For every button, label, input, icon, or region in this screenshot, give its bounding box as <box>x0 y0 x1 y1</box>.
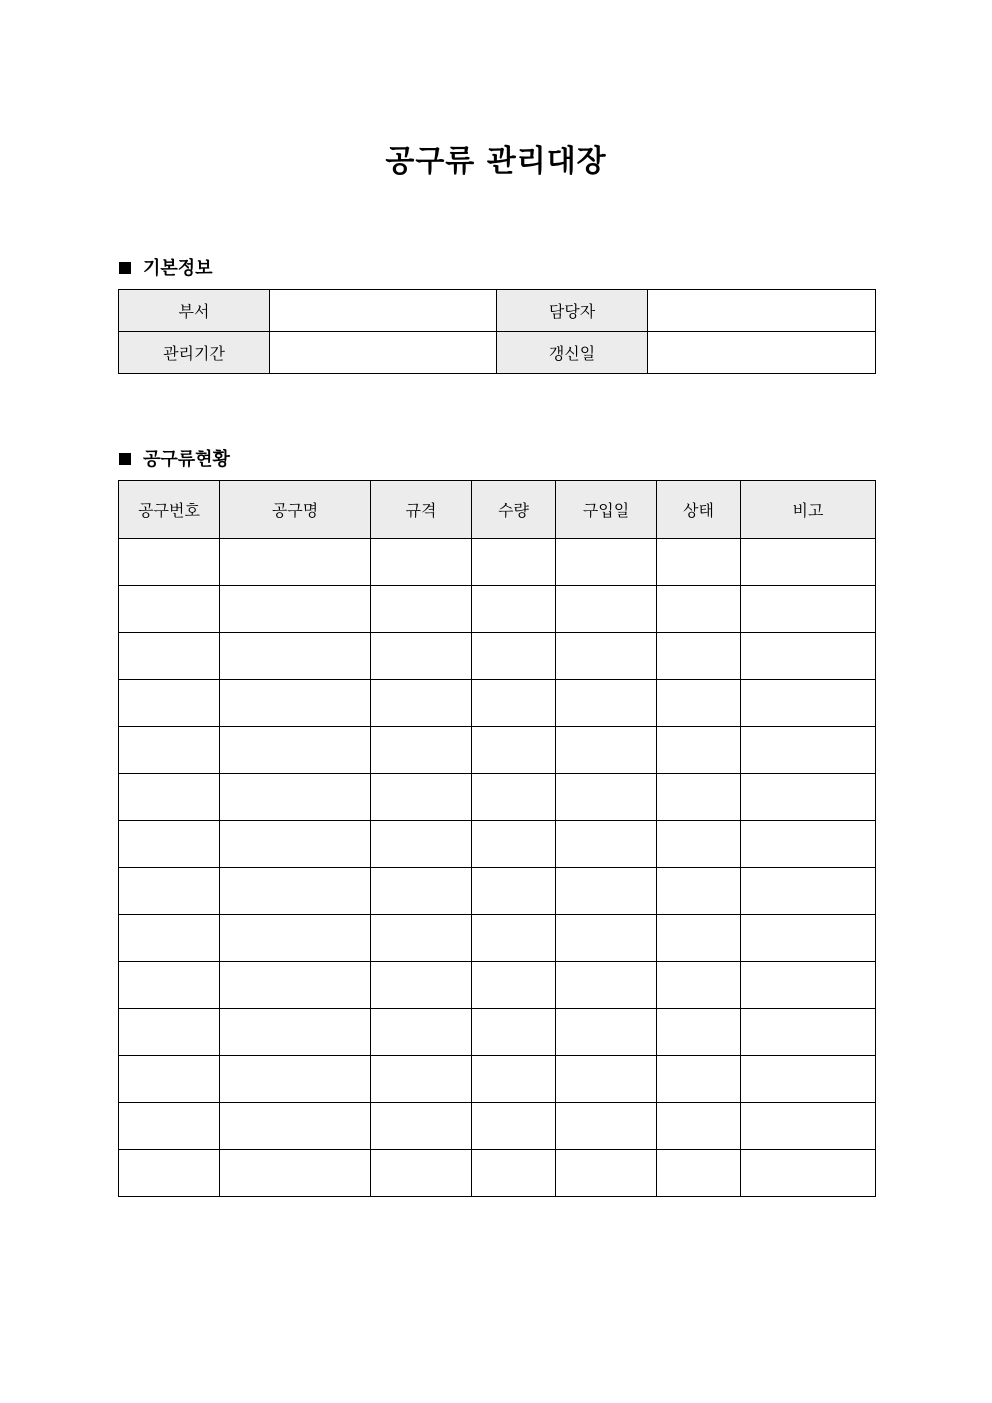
tool-number-cell[interactable] <box>119 633 220 680</box>
tool-name-cell[interactable] <box>220 1150 371 1197</box>
purchase-date-cell[interactable] <box>556 727 657 774</box>
quantity-cell[interactable] <box>472 727 556 774</box>
quantity-cell[interactable] <box>472 868 556 915</box>
purchase-date-cell[interactable] <box>556 821 657 868</box>
tool-name-cell[interactable] <box>220 586 371 633</box>
purchase-date-cell[interactable] <box>556 774 657 821</box>
tool-number-cell[interactable] <box>119 680 220 727</box>
purchase-date-cell[interactable] <box>556 633 657 680</box>
tool-number-cell[interactable] <box>119 868 220 915</box>
table-row <box>119 680 876 727</box>
remarks-cell[interactable] <box>741 774 876 821</box>
remarks-cell[interactable] <box>741 539 876 586</box>
table-row <box>119 633 876 680</box>
tool-number-cell[interactable] <box>119 774 220 821</box>
status-cell[interactable] <box>657 1103 741 1150</box>
remarks-cell[interactable] <box>741 915 876 962</box>
tool-status-body <box>119 539 876 1197</box>
period-label: 관리기간 <box>119 332 270 374</box>
quantity-cell[interactable] <box>472 821 556 868</box>
status-cell[interactable] <box>657 868 741 915</box>
updated-field[interactable] <box>648 332 876 374</box>
tool-name-cell[interactable] <box>220 868 371 915</box>
period-field[interactable] <box>270 332 497 374</box>
tool-number-cell[interactable] <box>119 915 220 962</box>
remarks-cell[interactable] <box>741 727 876 774</box>
tool-number-cell[interactable] <box>119 727 220 774</box>
purchase-date-cell[interactable] <box>556 680 657 727</box>
table-row <box>119 727 876 774</box>
spec-cell[interactable] <box>371 1103 472 1150</box>
table-row <box>119 539 876 586</box>
remarks-cell[interactable] <box>741 1103 876 1150</box>
tool-name-cell[interactable] <box>220 727 371 774</box>
quantity-cell[interactable] <box>472 1103 556 1150</box>
purchase-date-cell[interactable] <box>556 868 657 915</box>
table-row <box>119 915 876 962</box>
tool-name-cell[interactable] <box>220 774 371 821</box>
quantity-cell[interactable] <box>472 774 556 821</box>
spec-cell[interactable] <box>371 915 472 962</box>
tool-name-cell[interactable] <box>220 1056 371 1103</box>
quantity-cell[interactable] <box>472 539 556 586</box>
tool-name-cell[interactable] <box>220 821 371 868</box>
quantity-cell[interactable] <box>472 1009 556 1056</box>
table-row <box>119 868 876 915</box>
spec-cell[interactable] <box>371 1150 472 1197</box>
quantity-cell[interactable] <box>472 633 556 680</box>
status-cell[interactable] <box>657 774 741 821</box>
spec-cell[interactable] <box>371 586 472 633</box>
tool-status-heading <box>119 445 230 471</box>
remarks-cell[interactable] <box>741 821 876 868</box>
column-header-tool-number: 공구번호 <box>119 481 220 539</box>
remarks-cell[interactable] <box>741 633 876 680</box>
status-cell[interactable] <box>657 633 741 680</box>
purchase-date-cell[interactable] <box>556 586 657 633</box>
purchase-date-cell[interactable] <box>556 1103 657 1150</box>
remarks-cell[interactable] <box>741 868 876 915</box>
column-header-purchase-date: 구입일 <box>556 481 657 539</box>
column-header-remarks: 비고 <box>741 481 876 539</box>
status-cell[interactable] <box>657 727 741 774</box>
tool-number-cell[interactable] <box>119 1150 220 1197</box>
manager-field[interactable] <box>648 290 876 332</box>
spec-cell[interactable] <box>371 727 472 774</box>
tool-name-cell[interactable] <box>220 1009 371 1056</box>
table-row <box>119 962 876 1009</box>
tool-name-cell[interactable] <box>220 680 371 727</box>
status-cell[interactable] <box>657 1056 741 1103</box>
quantity-cell[interactable] <box>472 915 556 962</box>
purchase-date-cell[interactable] <box>556 915 657 962</box>
table-row <box>119 586 876 633</box>
quantity-cell[interactable] <box>472 962 556 1009</box>
table-row <box>119 821 876 868</box>
department-field[interactable] <box>270 290 497 332</box>
column-header-tool-name: 공구명 <box>220 481 371 539</box>
tool-status-table <box>118 480 876 1197</box>
remarks-cell[interactable] <box>741 962 876 1009</box>
table-header-row <box>119 481 876 539</box>
table-row <box>119 290 876 332</box>
remarks-cell[interactable] <box>741 586 876 633</box>
updated-label: 갱신일 <box>497 332 648 374</box>
status-cell[interactable] <box>657 962 741 1009</box>
spec-cell[interactable] <box>371 680 472 727</box>
basic-info-heading <box>119 254 213 280</box>
table-row <box>119 1009 876 1056</box>
tool-status-heading-text: 공구류현황 <box>143 449 230 470</box>
table-row <box>119 1103 876 1150</box>
table-row <box>119 1056 876 1103</box>
quantity-cell[interactable] <box>472 680 556 727</box>
table-row <box>119 1150 876 1197</box>
status-cell[interactable] <box>657 915 741 962</box>
square-bullet-icon <box>119 453 131 465</box>
tool-number-cell[interactable] <box>119 1009 220 1056</box>
spec-cell[interactable] <box>371 821 472 868</box>
status-cell[interactable] <box>657 1009 741 1056</box>
department-label: 부서 <box>119 290 270 332</box>
spec-cell[interactable] <box>371 1009 472 1056</box>
status-cell[interactable] <box>657 1150 741 1197</box>
remarks-cell[interactable] <box>741 680 876 727</box>
tool-name-cell[interactable] <box>220 539 371 586</box>
status-cell[interactable] <box>657 586 741 633</box>
table-row <box>119 332 876 374</box>
tool-number-cell[interactable] <box>119 821 220 868</box>
purchase-date-cell[interactable] <box>556 539 657 586</box>
remarks-cell[interactable] <box>741 1150 876 1197</box>
tool-number-cell[interactable] <box>119 586 220 633</box>
status-cell[interactable] <box>657 680 741 727</box>
tool-number-cell[interactable] <box>119 1103 220 1150</box>
spec-cell[interactable] <box>371 539 472 586</box>
purchase-date-cell[interactable] <box>556 1009 657 1056</box>
purchase-date-cell[interactable] <box>556 962 657 1009</box>
remarks-cell[interactable] <box>741 1009 876 1056</box>
quantity-cell[interactable] <box>472 586 556 633</box>
tool-name-cell[interactable] <box>220 962 371 1009</box>
tool-number-cell[interactable] <box>119 962 220 1009</box>
column-header-spec: 규격 <box>371 481 472 539</box>
status-cell[interactable] <box>657 821 741 868</box>
basic-info-table <box>118 289 876 374</box>
spec-cell[interactable] <box>371 774 472 821</box>
remarks-cell[interactable] <box>741 1056 876 1103</box>
status-cell[interactable] <box>657 539 741 586</box>
quantity-cell[interactable] <box>472 1150 556 1197</box>
table-row <box>119 774 876 821</box>
document-title: 공구류 관리대장 <box>385 144 607 179</box>
column-header-status: 상태 <box>657 481 741 539</box>
spec-cell[interactable] <box>371 1056 472 1103</box>
column-header-quantity: 수량 <box>472 481 556 539</box>
tool-name-cell[interactable] <box>220 915 371 962</box>
tool-number-cell[interactable] <box>119 539 220 586</box>
spec-cell[interactable] <box>371 962 472 1009</box>
tool-number-cell[interactable] <box>119 1056 220 1103</box>
tool-name-cell[interactable] <box>220 1103 371 1150</box>
tool-name-cell[interactable] <box>220 633 371 680</box>
basic-info-heading-text: 기본정보 <box>143 258 213 279</box>
spec-cell[interactable] <box>371 868 472 915</box>
square-bullet-icon <box>119 262 131 274</box>
purchase-date-cell[interactable] <box>556 1056 657 1103</box>
spec-cell[interactable] <box>371 633 472 680</box>
purchase-date-cell[interactable] <box>556 1150 657 1197</box>
quantity-cell[interactable] <box>472 1056 556 1103</box>
manager-label: 담당자 <box>497 290 648 332</box>
